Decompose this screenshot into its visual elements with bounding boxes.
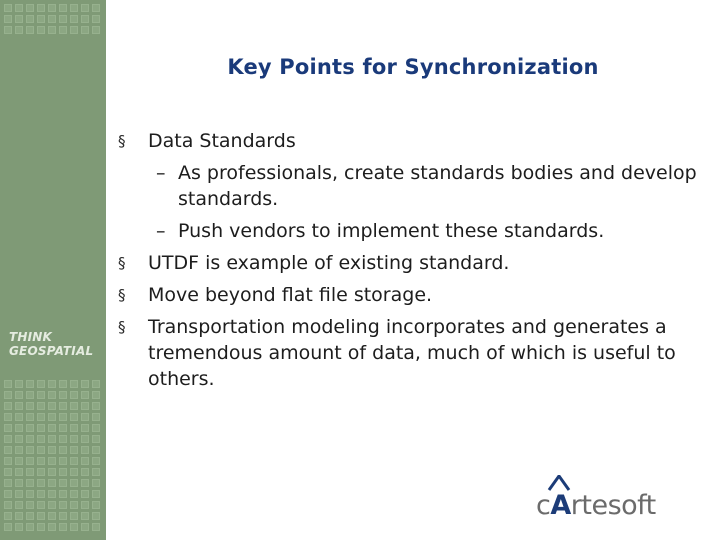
slide-title: Key Points for Synchronization (227, 55, 599, 79)
grid-cell (26, 457, 34, 465)
grid-cell (59, 457, 67, 465)
grid-cell (48, 446, 56, 454)
grid-cell (4, 402, 12, 410)
grid-cell (92, 391, 100, 399)
grid-cell (48, 468, 56, 476)
bullet-text: Transportation modeling incorporates and generates a tremendous amount of data, much of which is useful to others. (148, 316, 676, 390)
grid-cell (4, 479, 12, 487)
grid-cell (15, 523, 23, 531)
grid-cell (15, 424, 23, 432)
bullet-text: UTDF is example of existing standard. (148, 252, 510, 274)
sidebar-grid-bottom (4, 380, 102, 531)
sidebar (0, 0, 106, 540)
grid-cell (48, 380, 56, 388)
grid-cell (26, 490, 34, 498)
grid-cell (15, 380, 23, 388)
grid-cell (81, 26, 89, 34)
grid-cell (81, 435, 89, 443)
grid-cell (15, 402, 23, 410)
grid-cell (15, 391, 23, 399)
grid-cell (70, 413, 78, 421)
logo-prefix: c (536, 490, 551, 521)
grid-cell (70, 457, 78, 465)
grid-cell (59, 501, 67, 509)
grid-cell (4, 435, 12, 443)
grid-cell (4, 424, 12, 432)
grid-cell (59, 380, 67, 388)
grid-cell (15, 413, 23, 421)
sub-bullet-text: As professionals, create standards bodies and develop standards. (178, 162, 697, 210)
grid-cell (70, 15, 78, 23)
bullet-marker: § (118, 286, 126, 304)
bullet-text: Data Standards (148, 130, 296, 152)
grid-cell (70, 468, 78, 476)
bullet-item (118, 282, 698, 308)
grid-cell (59, 391, 67, 399)
grid-cell (4, 512, 12, 520)
grid-cell (26, 4, 34, 12)
grid-cell (15, 512, 23, 520)
grid-cell (59, 424, 67, 432)
grid-cell (81, 402, 89, 410)
grid-cell (26, 402, 34, 410)
grid-cell (59, 402, 67, 410)
brand-line-2: GEOSPATIAL (9, 344, 94, 358)
grid-cell (26, 512, 34, 520)
grid-cell (15, 501, 23, 509)
grid-cell (26, 501, 34, 509)
sub-bullet-text: Push vendors to implement these standards. (178, 220, 605, 242)
grid-cell (81, 523, 89, 531)
grid-cell (81, 15, 89, 23)
grid-cell (70, 490, 78, 498)
grid-cell (48, 391, 56, 399)
grid-cell (15, 26, 23, 34)
grid-cell (4, 446, 12, 454)
grid-cell (81, 391, 89, 399)
grid-cell (92, 413, 100, 421)
grid-cell (15, 4, 23, 12)
grid-cell (59, 512, 67, 520)
grid-cell (26, 523, 34, 531)
grid-cell (70, 26, 78, 34)
sub-bullet-item (118, 218, 698, 244)
grid-cell (92, 512, 100, 520)
grid-cell (59, 413, 67, 421)
logo-suffix: rtesoft (570, 490, 656, 521)
bullet-marker: § (118, 132, 126, 150)
grid-cell (26, 15, 34, 23)
grid-cell (4, 501, 12, 509)
grid-cell (48, 501, 56, 509)
grid-cell (15, 457, 23, 465)
grid-cell (26, 391, 34, 399)
bullet-item (118, 250, 698, 276)
grid-cell (92, 479, 100, 487)
grid-cell (92, 446, 100, 454)
grid-cell (15, 468, 23, 476)
grid-cell (26, 468, 34, 476)
grid-cell (92, 380, 100, 388)
grid-cell (4, 380, 12, 388)
grid-cell (4, 391, 12, 399)
grid-cell (59, 479, 67, 487)
grid-cell (4, 523, 12, 531)
sub-bullet-marker: – (156, 220, 166, 242)
grid-cell (26, 479, 34, 487)
grid-cell (37, 457, 45, 465)
grid-cell (48, 479, 56, 487)
grid-cell (4, 468, 12, 476)
slide-content (118, 128, 698, 398)
grid-cell (92, 501, 100, 509)
grid-cell (4, 490, 12, 498)
grid-cell (70, 391, 78, 399)
grid-cell (37, 479, 45, 487)
grid-cell (81, 501, 89, 509)
grid-cell (70, 435, 78, 443)
grid-cell (59, 4, 67, 12)
bullet-text: Move beyond flat file storage. (148, 284, 433, 306)
grid-cell (37, 523, 45, 531)
grid-cell (37, 26, 45, 34)
grid-cell (59, 26, 67, 34)
grid-cell (48, 512, 56, 520)
grid-cell (81, 479, 89, 487)
think-geospatial-brand (0, 330, 106, 358)
grid-cell (37, 446, 45, 454)
brand-line-1: THINK (9, 330, 53, 344)
grid-cell (70, 523, 78, 531)
grid-cell (48, 4, 56, 12)
grid-cell (92, 424, 100, 432)
grid-cell (81, 424, 89, 432)
grid-cell (37, 413, 45, 421)
grid-cell (92, 435, 100, 443)
grid-cell (81, 4, 89, 12)
grid-cell (4, 26, 12, 34)
grid-cell (92, 402, 100, 410)
grid-cell (92, 4, 100, 12)
grid-cell (37, 424, 45, 432)
cartesoft-logo (536, 490, 656, 521)
logo-highlight: A (550, 490, 571, 521)
grid-cell (15, 479, 23, 487)
grid-cell (26, 26, 34, 34)
logo-triangle-icon (547, 475, 571, 491)
grid-cell (92, 457, 100, 465)
grid-cell (37, 15, 45, 23)
grid-cell (59, 468, 67, 476)
grid-cell (48, 413, 56, 421)
grid-cell (48, 15, 56, 23)
grid-cell (70, 501, 78, 509)
grid-cell (59, 490, 67, 498)
bullet-marker: § (118, 254, 126, 272)
grid-cell (70, 512, 78, 520)
grid-cell (92, 468, 100, 476)
grid-cell (70, 380, 78, 388)
grid-cell (59, 435, 67, 443)
grid-cell (48, 523, 56, 531)
grid-cell (59, 446, 67, 454)
grid-cell (48, 26, 56, 34)
bullet-item (118, 128, 698, 154)
grid-cell (48, 435, 56, 443)
grid-cell (81, 512, 89, 520)
logo-a-mark (550, 490, 570, 521)
grid-cell (4, 457, 12, 465)
grid-cell (37, 468, 45, 476)
grid-cell (26, 446, 34, 454)
grid-cell (92, 26, 100, 34)
grid-cell (37, 380, 45, 388)
grid-cell (59, 523, 67, 531)
grid-cell (4, 4, 12, 12)
grid-cell (70, 479, 78, 487)
grid-cell (48, 490, 56, 498)
bullet-marker: § (118, 318, 126, 336)
grid-cell (48, 402, 56, 410)
grid-cell (70, 446, 78, 454)
grid-cell (37, 512, 45, 520)
grid-cell (15, 446, 23, 454)
grid-cell (81, 457, 89, 465)
grid-cell (92, 15, 100, 23)
grid-cell (92, 523, 100, 531)
grid-cell (37, 391, 45, 399)
grid-cell (37, 490, 45, 498)
grid-cell (81, 380, 89, 388)
bullet-item (118, 314, 698, 392)
grid-cell (4, 15, 12, 23)
grid-cell (4, 413, 12, 421)
grid-cell (15, 15, 23, 23)
grid-cell (81, 490, 89, 498)
grid-cell (48, 457, 56, 465)
grid-cell (37, 435, 45, 443)
grid-cell (15, 435, 23, 443)
grid-cell (26, 413, 34, 421)
grid-cell (15, 490, 23, 498)
sub-bullet-marker: – (156, 162, 166, 184)
sidebar-grid-top (4, 4, 102, 34)
grid-cell (70, 4, 78, 12)
grid-cell (81, 446, 89, 454)
grid-cell (70, 424, 78, 432)
grid-cell (81, 413, 89, 421)
grid-cell (37, 4, 45, 12)
sub-bullet-item (118, 160, 698, 212)
grid-cell (92, 490, 100, 498)
grid-cell (26, 435, 34, 443)
grid-cell (37, 402, 45, 410)
grid-cell (81, 468, 89, 476)
grid-cell (70, 402, 78, 410)
grid-cell (37, 501, 45, 509)
grid-cell (26, 380, 34, 388)
grid-cell (59, 15, 67, 23)
grid-cell (26, 424, 34, 432)
grid-cell (48, 424, 56, 432)
